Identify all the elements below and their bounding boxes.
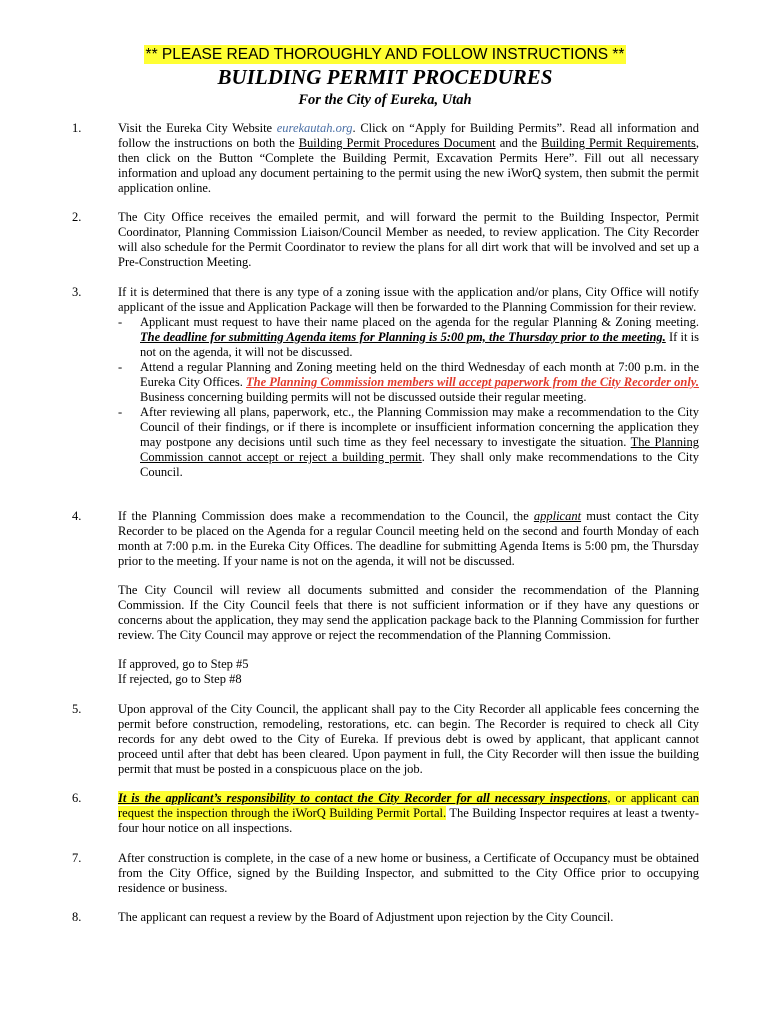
page-subtitle: For the City of Eureka, Utah (298, 92, 472, 108)
step-number: 8. (72, 910, 82, 924)
inspection-responsibility-note: It is the applicant’s responsibility to contact the City Recorder for all necessary inspections (118, 791, 608, 805)
step-text: The City Office receives the emailed permit, and will forward the permit to the Building Inspector, Permit Coordinator, Planning Commission Liaison/Council Member as needed, to review application. The City Recorder will also schedule for the Permit Coordinator to review the plans for all dirt work that will be involved and set up a Pre-Construction Meeting. (118, 210, 699, 269)
rejected-instruction: If rejected, go to Step #8 (118, 672, 242, 686)
procedures-document-link[interactable]: Building Permit Procedures Document (298, 136, 496, 150)
banner-text: ** PLEASE READ THOROUGHLY AND FOLLOW INSTRUCTIONS ** (145, 46, 625, 63)
step-number: 2. (72, 210, 82, 224)
step-text: Visit the Eureka City Website eurekautah.org. Click on “Apply for Building Permits”. Read all information and follow the instructions on both the Building Permit Procedures Document and the Building Permit Requirements, then click on the Button “Complete the Building Permit, Excavation Permits Here”. Fill out all necessary information and upload any document pertaining to the permit using the new iWorQ system, then submit the permit application online. (118, 121, 699, 195)
bullet-item: - Applicant must request to have their name placed on the agenda for the regular Planning & Zoning meeting. The deadline for submitting Agenda items for Planning is 5:00 pm, the Thursday prior to the meeting. If it is not on the agenda, it will not be discussed. (118, 315, 700, 359)
step-number: 5. (72, 702, 82, 716)
step-number: 6. (72, 791, 82, 805)
step-text: It is the applicant’s responsibility to contact the City Recorder for all necessary inspections, or applicant can request the inspection through the iWorQ Building Permit Portal. The Building Inspector requires at least a twenty-four hour notice on all inspections. (118, 791, 700, 835)
step-number: 4. (72, 509, 82, 523)
bullet-item: - After reviewing all plans, paperwork, etc., the Planning Commission may make a recommendation to the City Council of their findings, or if there is incomplete or insufficient information concerning the application they may postpone any decisions until such time as they feel necessary to investigate the situation. The Planning Commission cannot accept or reject a building permit. They shall only make recommendations to the City Council. (118, 405, 699, 479)
page-title: BUILDING PERMIT PROCEDURES (217, 65, 553, 89)
commission-limit-note: The Planning Commission cannot accept or reject a building permit (140, 435, 699, 464)
requirements-document-link[interactable]: Building Permit Requirements (541, 136, 696, 150)
website-link[interactable]: eurekautah.org (276, 121, 353, 135)
approved-instruction: If approved, go to Step #5 (118, 657, 249, 671)
step-text (118, 285, 699, 480)
step-3-intro: If it is determined that there is any type of a zoning issue with the application and/or plans, City Office will notify applicant of the issue and Application Package will then be forwarded to the Planning Commission for their review. (118, 285, 699, 314)
step-text: Upon approval of the City Council, the applicant shall pay to the City Recorder all applicable fees concerning the permit before construction, remodeling, restorations, etc. can begin. The Recorder is required to check all City records for any debt owed to the City of Eureka. If previous debt is owed by applicant, that applicant cannot proceed until after that debt has been cleared. Upon payment in full, the City Recorder will then issue the building permit that must be posted in a conspicuous place on the job. (118, 702, 699, 776)
step-number: 1. (72, 121, 82, 135)
planning-deadline-note: The deadline for submitting Agenda items for Planning is 5:00 pm, the Thursday prior to the meeting. (140, 330, 666, 344)
step-number: 7. (72, 851, 82, 865)
step-number: 3. (72, 285, 82, 299)
step-text: The applicant can request a review by the Board of Adjustment upon rejection by the City Council. (118, 910, 614, 924)
step-text: If the Planning Commission does make a recommendation to the Council, the applicant must contact the City Recorder to be placed on the Agenda for a regular Council meeting held on the second and fourth Monday of each month at 7:00 p.m. in the Eureka City Offices. The deadline for submitting Agenda Items is 5:00 pm, the Thursday prior to the meeting. If your name is not on the agenda, it will not be discussed. The City Council will review all documents submitted and consider the recommendation of the Planning Commission. If the City Council feels that there is not sufficient information or if they have any questions or concerns about the application, they may send the application package back to the Planning Commission for further review. The City Council may approve or reject the recommendation of the Planning Commission. If approved, go to Step #5 If rejected, go to Step #8 (118, 509, 699, 686)
bullet-item: - Attend a regular Planning and Zoning meeting held on the third Wednesday of each month at 7:00 p.m. in the Eureka City Offices. The Planning Commission members will accept paperwork from the City Recorder only. Business concerning building permits will not be discussed outside their regular meeting. (118, 360, 700, 404)
instruction-banner (0, 45, 770, 64)
council-review-paragraph: The City Council will review all documents submitted and consider the recommendation of the Planning Commission. If the City Council feels that there is not sufficient information or if they have any questions or concerns about the application, they may send the application package back to the Planning Commission for further review. The City Council may approve or reject the recommendation of the Planning Commission. (118, 583, 699, 642)
step-text: After construction is complete, in the case of a new home or business, a Certificate of Occupancy must be obtained from the City Office, signed by the Building Inspector, and submitted to the City Office prior to occupying residence or business. (118, 851, 699, 895)
applicant-emphasis: applicant (533, 509, 582, 523)
paperwork-warning: The Planning Commission members will accept paperwork from the City Recorder only. (246, 375, 700, 389)
